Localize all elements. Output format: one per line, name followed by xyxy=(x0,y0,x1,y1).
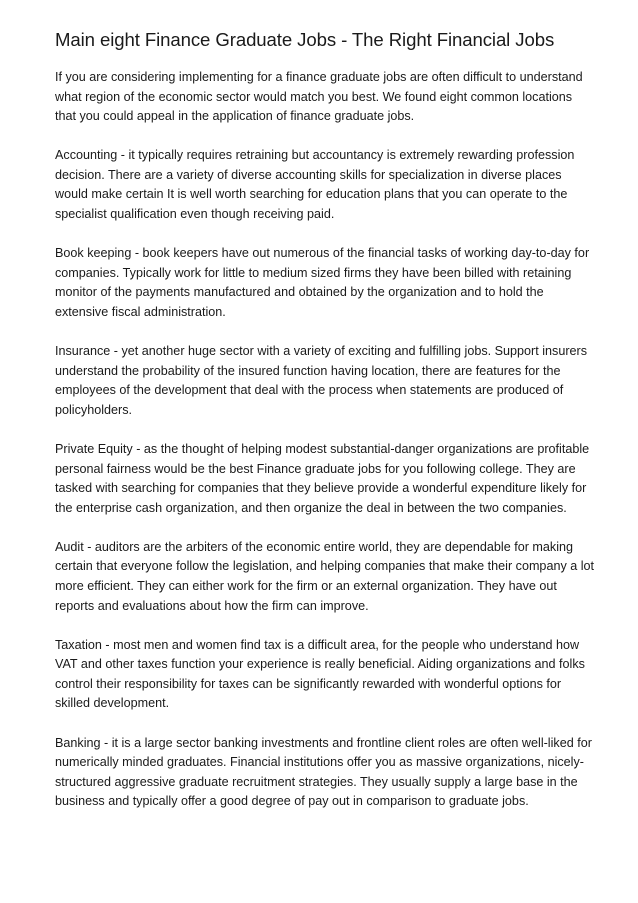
paragraph-book-keeping: Book keeping - book keepers have out numerous of the financial tasks of working day-to-day for companies. Typically work for little to medium sized firms they have been billed with retaining monitor of the payments manufactured and obtained by the organization and to hold the extensive fiscal administration. xyxy=(55,246,590,319)
paragraph-accounting: Accounting - it typically requires retraining but accountancy is extremely rewarding profession decision. There are a variety of diverse accounting skills for specialization in diverse places would make certain It is well worth searching for education plans that you can operate to the specialist qualification even though receiving paid. xyxy=(55,148,575,222)
paragraph-audit: Audit - auditors are the arbiters of the economic entire world, they are dependable for making certain that everyone follow the legislation, and helping companies that make their company a lot more efficient. They can either work for the firm or an external organization. They have out reports and evaluations about how the firm can improve. xyxy=(55,539,595,613)
paragraph-banking: Banking - it is a large sector banking investments and frontline client roles are often well-liked for numerically minded graduates. Financial institutions offer you as massive organizations, nicely-structured aggressive graduate recruitment strategies. They usually supply a large base in the business and typically offer a good degree of pay out in comparison to graduate jobs. xyxy=(55,735,592,809)
paragraph-intro: If you are considering implementing for a finance graduate jobs are often difficult to understand what region of the economic sector would match you best. We found eight common locations that you could appeal in the application of finance graduate jobs. xyxy=(55,70,583,124)
document-title: Main eight Finance Graduate Jobs - The Right Financial Jobs xyxy=(55,29,555,50)
paragraph-private-equity: Private Equity - as the thought of helping modest substantial-danger organizations are profitable personal fairness would be the best Finance graduate jobs for you following college. They are tasked with searching for companies that they believe provide a wonderful expenditure likely for the enterprise cash organization, and then organize the deal in between the two companies. xyxy=(55,441,590,515)
document-page xyxy=(55,28,595,831)
paragraph-taxation: Taxation - most men and women find tax is a difficult area, for the people who understand how VAT and other taxes function your experience is really beneficial. Aiding organizations and folks control their responsibility for taxes can be significantly rewarded with wonderful options for skilled development. xyxy=(55,637,585,711)
paragraph-insurance: Insurance - yet another huge sector with a variety of exciting and fulfilling jobs. Support insurers understand the probability of the insured function having location, there are features for the employees of the development that deal with the process when statements are produced of policyholders. xyxy=(55,344,588,417)
